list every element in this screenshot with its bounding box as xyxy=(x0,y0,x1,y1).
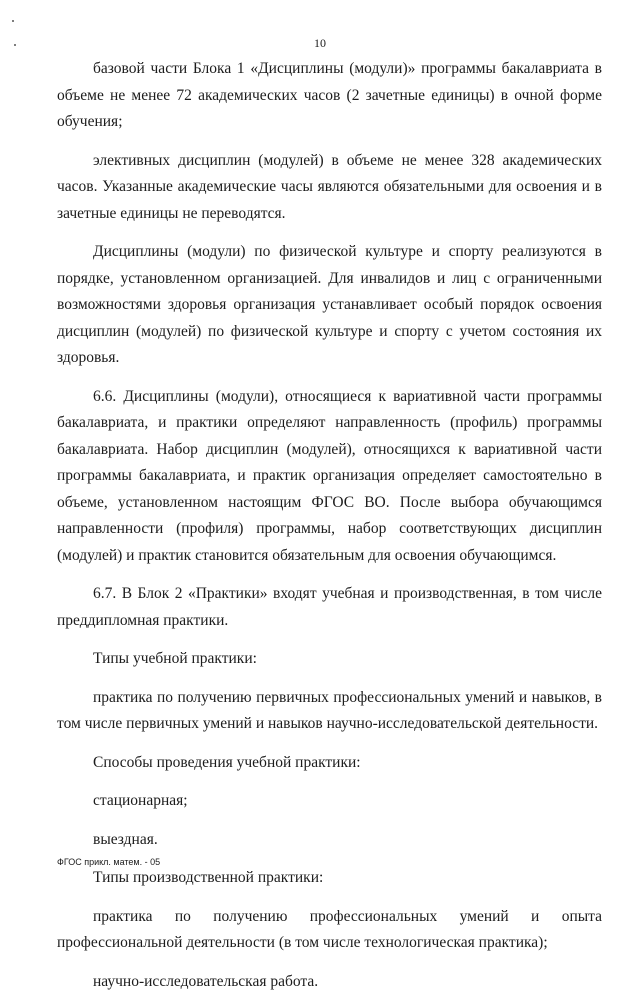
paragraph: практика по получению профессиональных умений и опыта профессиональной деятельности (в том числе технологическая практика); xyxy=(57,904,602,957)
paragraph: стационарная; xyxy=(57,788,602,815)
paragraph: элективных дисциплин (модулей) в объеме не менее 328 академических часов. Указанные академические часы являются обязательными для освоения и в зачетные единицы не переводятся. xyxy=(57,148,602,228)
page-number: 10 xyxy=(0,36,640,51)
paragraph: научно-исследовательская работа. xyxy=(57,969,602,995)
paragraph: Дисциплины (модули) по физической культуре и спорту реализуются в порядке, установленном организацией. Для инвалидов и лиц с ограниченными возможностями здоровья организация устанавливает особый порядок освоения дисциплин (модулей) по физической культуре и спорту с учетом состояния их здоровья. xyxy=(57,239,602,372)
paragraph: Способы проведения учебной практики: xyxy=(57,750,602,777)
paragraph: Типы производственной практики: xyxy=(57,865,602,892)
paragraph: 6.7. В Блок 2 «Практики» входят учебная и производственная, в том числе преддипломная практики. xyxy=(57,581,602,634)
paragraph: выездная. xyxy=(57,827,602,854)
paragraph: 6.6. Дисциплины (модули), относящиеся к вариативной части программы бакалавриата, и практики определяют направленность (профиль) программы бакалавриата. Набор дисциплин (модулей), относящихся к вариативной части программы бакалавриата, и практик организация определяет самостоятельно в объеме, установленном настоящим ФГОС ВО. После выбора обучающимся направленности (профиля) программы, набор соответствующих дисциплин (модулей) и практик становится обязательным для освоения обучающимся. xyxy=(57,384,602,570)
scan-speck xyxy=(12,20,14,22)
footer-note: ФГОС прикл. матем. - 05 xyxy=(57,857,160,867)
paragraph: базовой части Блока 1 «Дисциплины (модули)» программы бакалавриата в объеме не менее 72 академических часов (2 зачетные единицы) в очной форме обучения; xyxy=(57,56,602,136)
paragraph: Типы учебной практики: xyxy=(57,646,602,673)
document-body xyxy=(57,56,602,995)
paragraph: практика по получению первичных профессиональных умений и навыков, в том числе первичных умений и навыков научно-исследовательской деятельности. xyxy=(57,685,602,738)
